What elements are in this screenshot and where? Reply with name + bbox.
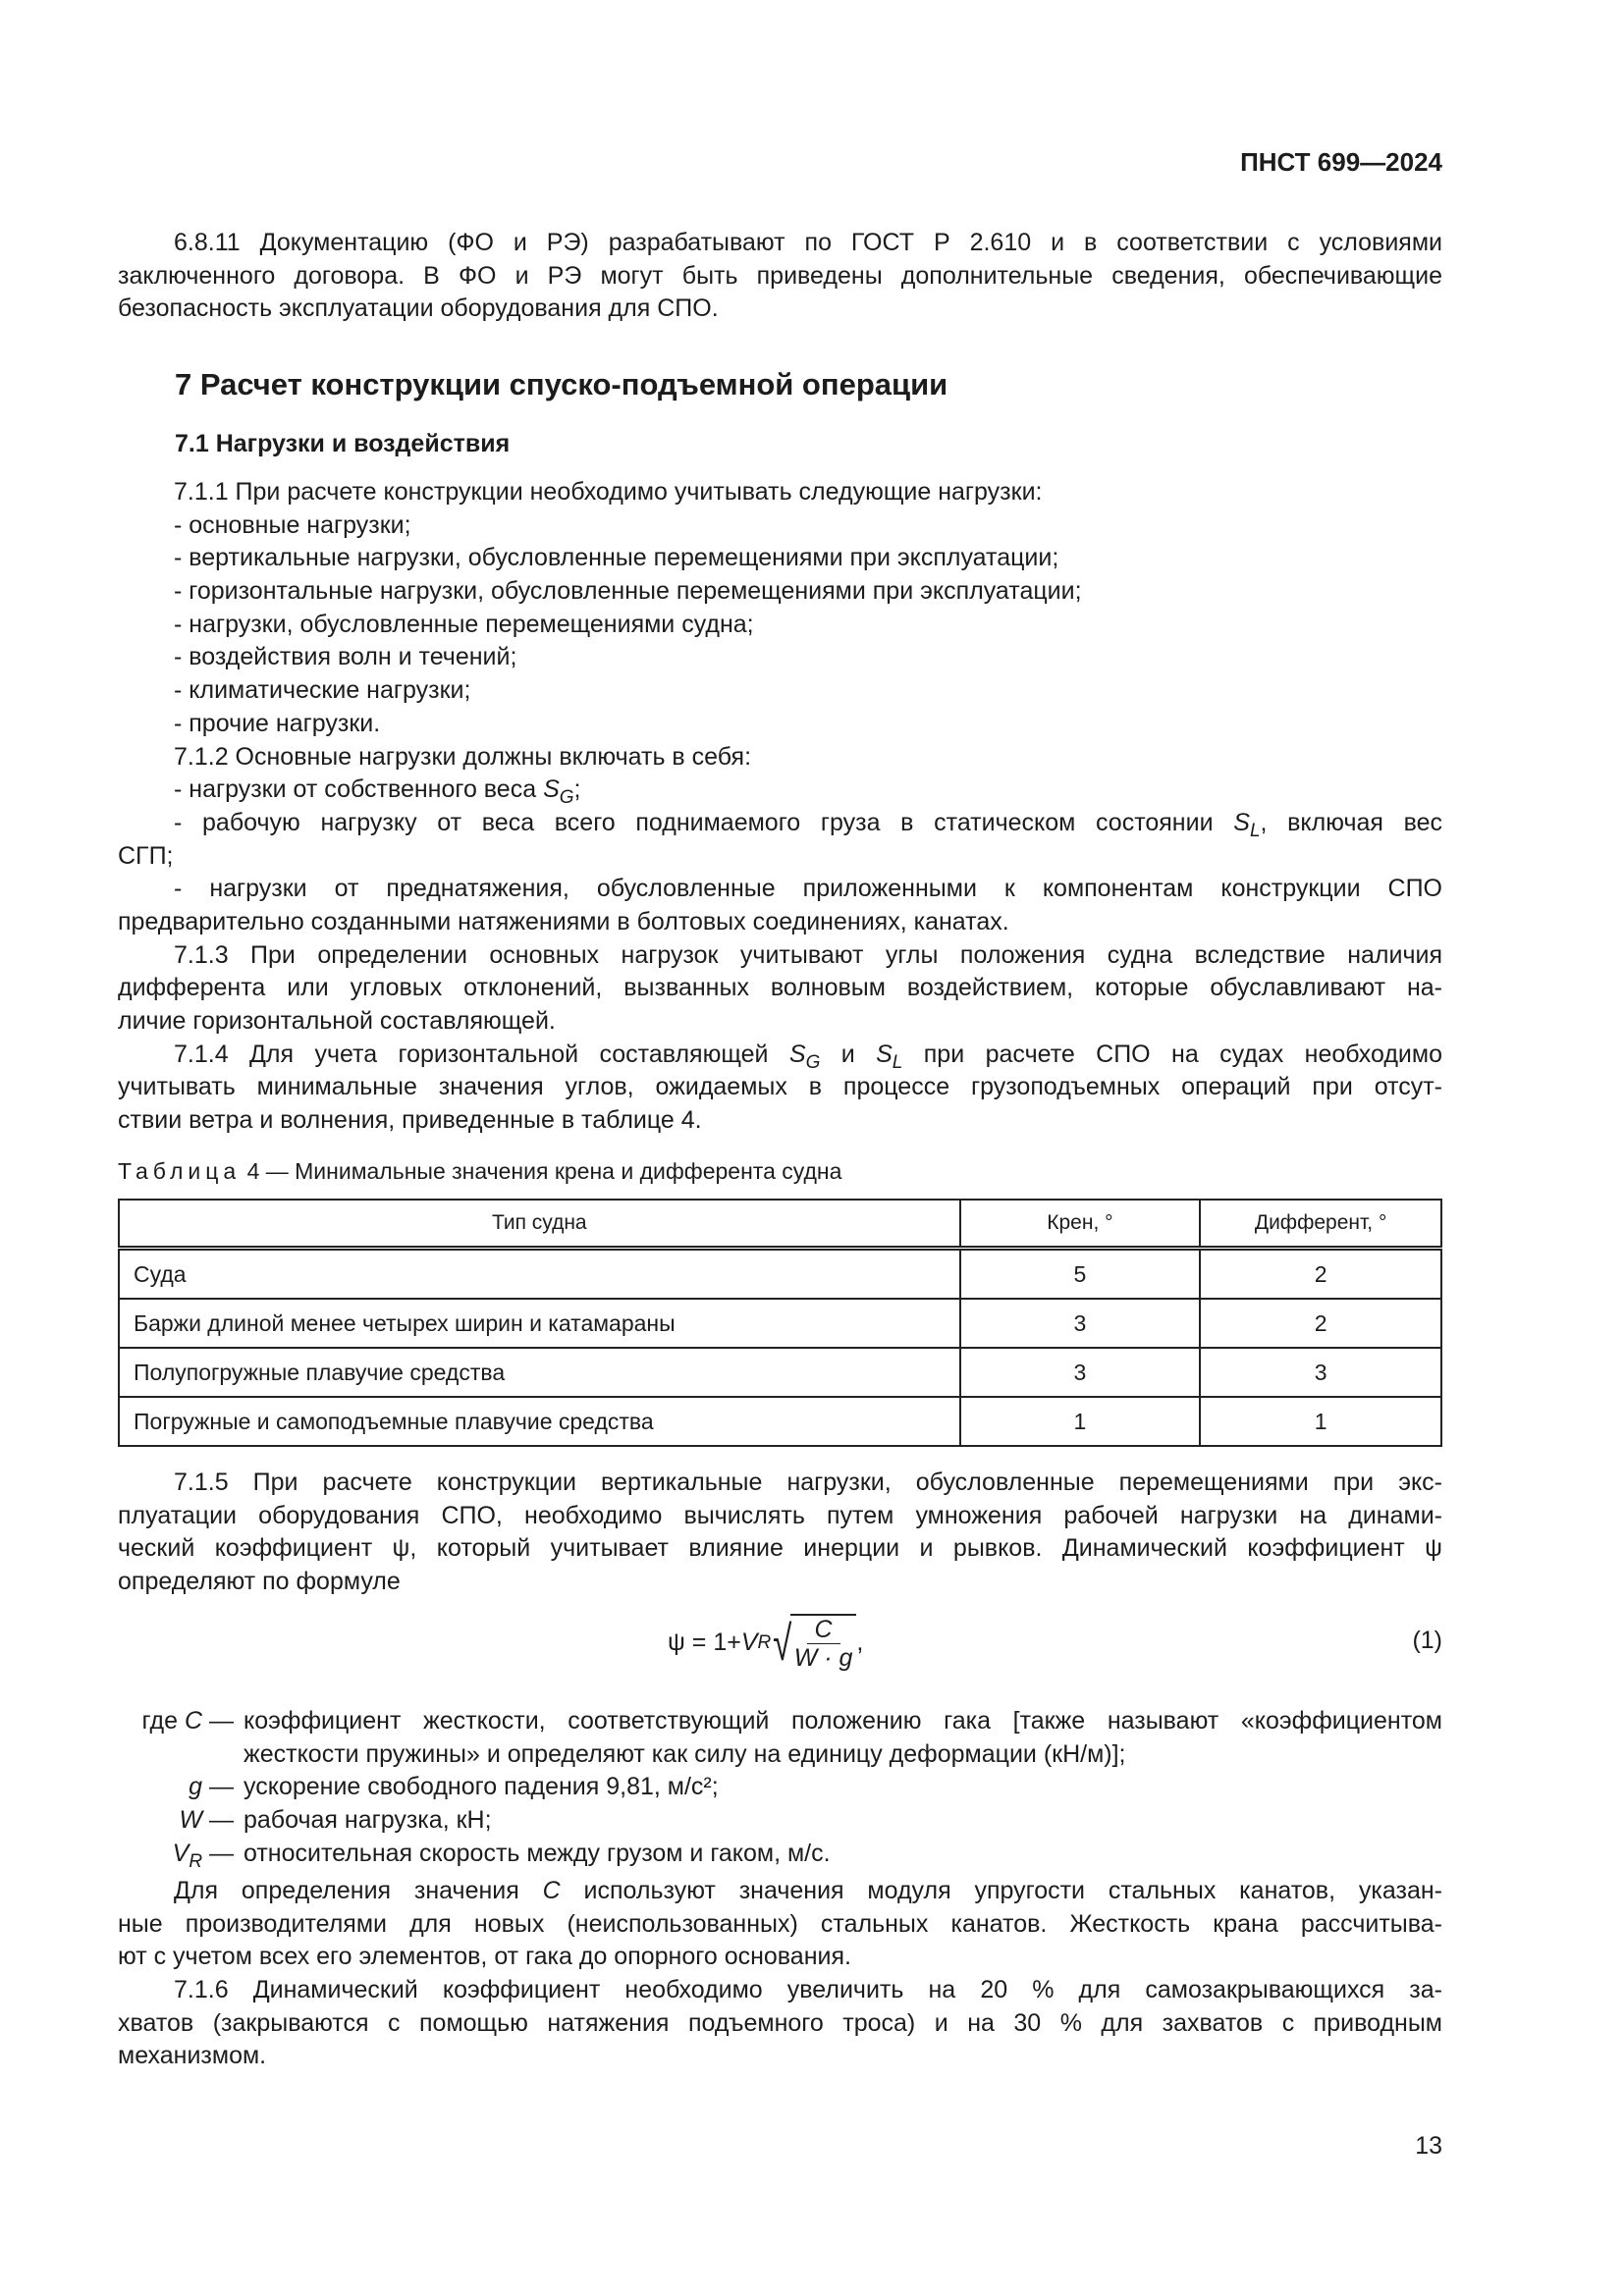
table-caption-prefix: Таблица	[118, 1158, 242, 1184]
math-symbol: S	[1233, 808, 1250, 836]
table-row	[119, 1299, 1441, 1348]
paragraph	[118, 641, 1442, 674]
where-description: коэффициент жесткости, соответствующий положению гака [также называют «коэффициентом жесткости пружины» и определяют как силу на единицу деформации (кН/м)];	[244, 1707, 1442, 1768]
roll-trim-table	[118, 1199, 1442, 1447]
paragraph	[118, 509, 1442, 543]
paragraph	[118, 1974, 1442, 2073]
math-symbol: S	[788, 1040, 806, 1068]
text-line: 7.1.4 Для учета горизонтальной составляющей $S_G$ и $S_L$ при расчете СПО на судах необходимо	[174, 1040, 1442, 1073]
paragraph	[118, 575, 1442, 609]
table-row	[119, 1249, 1441, 1300]
formula-lhs: ψ = 1+	[668, 1629, 741, 1656]
text-line: - рабочую нагрузку от веса всего поднимаемого груза в статическом состоянии $S_L$, включая вес	[174, 808, 1443, 841]
math-subscript: G	[559, 787, 574, 809]
table-caption-text: 4 — Минимальные значения крена и дифферента судна	[241, 1158, 842, 1184]
paragraph	[118, 1039, 1442, 1138]
paragraph	[118, 873, 1442, 938]
where-description: рабочая нагрузка, кН;	[244, 1806, 492, 1835]
text-line: 7.1.6 Динамический коэффициент необходимо увеличить на 20 % для самозакрывающихся за-	[174, 1976, 1442, 2004]
math-subscript: L	[1249, 820, 1261, 841]
where-description: ускорение свободного падения 9,81, м/с²;	[244, 1773, 719, 1801]
text-line: ческий коэффициент ψ, который учитывает влияние инерции и рывков. Динамический коэффициент ψ	[118, 1534, 1442, 1563]
math-subscript: L	[892, 1051, 903, 1073]
math-subscript: G	[805, 1051, 821, 1073]
paragraph	[118, 1875, 1442, 1974]
page-number: 13	[1415, 2132, 1442, 2160]
text-line: СГП;	[118, 841, 174, 870]
subsection-heading: 7.1 Нагрузки и воздействия	[175, 430, 511, 457]
text-line: Для определения значения C используют значения модуля упругости стальных канатов, указан-	[174, 1877, 1442, 1904]
text-line: определяют по формуле	[118, 1568, 401, 1596]
table-row	[119, 1348, 1441, 1397]
formula-tail: ,	[856, 1629, 864, 1656]
paragraph	[118, 774, 1442, 807]
formula-v: V	[740, 1629, 758, 1656]
where-list	[118, 1705, 1442, 1879]
sqrt-icon: √	[773, 1615, 792, 1671]
paragraph	[118, 227, 1442, 326]
text-line: ствии ветра и волнения, приведенные в таблице 4.	[118, 1106, 702, 1135]
paragraph	[118, 708, 1442, 741]
math-symbol: S	[543, 775, 560, 804]
document-code: ПНСТ 699—2024	[1240, 147, 1442, 177]
header-vessel-type: Тип судна	[119, 1200, 960, 1249]
paragraph	[118, 807, 1442, 873]
closing-paragraphs	[118, 1875, 1442, 2073]
cell-vessel-type: Суда	[119, 1249, 960, 1300]
table-caption	[118, 1158, 841, 1185]
text-line: учитывать минимальные значения углов, ожидаемых в процессе грузоподъемных операций при отсут-	[118, 1073, 1442, 1101]
text-line: - воздействия волн и течений;	[174, 643, 517, 671]
text-line: - основные нагрузки;	[174, 510, 411, 539]
text-line: ют с учетом всех его элементов, от гака до опорного основания.	[118, 1943, 851, 1971]
text-line: 7.1.2 Основные нагрузки должны включать в себя:	[174, 742, 752, 771]
text-line: 7.1.3 При определении основных нагрузок учитывают углы положения судна вследствие наличия	[174, 940, 1442, 969]
paragraph	[118, 939, 1442, 1039]
text-line: - горизонтальные нагрузки, обусловленные перемещениями при эксплуатации;	[174, 577, 1082, 606]
formula-v-sub: R	[757, 1631, 772, 1653]
cell-roll: 1	[960, 1397, 1201, 1446]
text-line: - нагрузки от собственного веса $S_G$;	[174, 775, 581, 809]
text-line: дифферента или угловых отклонений, вызванных волновым воздействием, которые обуславливают на-	[118, 974, 1442, 1002]
cell-trim: 2	[1200, 1249, 1441, 1300]
formula-denominator: W · g	[793, 1644, 853, 1672]
paragraph	[118, 1467, 1442, 1599]
text-line: - климатические нагрузки;	[174, 676, 471, 705]
where-symbol: где C —	[141, 1707, 234, 1735]
text-line: личие горизонтальной составляющей.	[118, 1007, 556, 1035]
paragraph	[118, 674, 1442, 708]
paragraph-7-1-5	[118, 1467, 1442, 1599]
cell-vessel-type: Баржи длиной менее четырех ширин и катамараны	[119, 1299, 960, 1348]
where-item	[118, 1705, 1442, 1771]
where-symbol: W —	[179, 1806, 234, 1835]
where-item	[118, 1771, 1442, 1804]
where-symbol: $V_R$ —	[172, 1839, 234, 1872]
cell-vessel-type: Погружные и самоподъемные плавучие средства	[119, 1397, 960, 1446]
math-subscript: R	[189, 1850, 203, 1872]
paragraph-6-8-11	[118, 227, 1442, 326]
text-line: 7.1.5 При расчете конструкции вертикальные нагрузки, обусловленные перемещениями при экс-	[174, 1468, 1442, 1496]
math-symbol: V	[172, 1839, 189, 1867]
text-line: безопасность эксплуатации оборудования для СПО.	[118, 294, 719, 323]
math-symbol: C	[184, 1707, 203, 1735]
text-line: предварительно созданными натяжениями в болтовых соединениях, канатах.	[118, 907, 1009, 935]
paragraph	[118, 609, 1442, 642]
where-item	[118, 1804, 1442, 1838]
equation-number: (1)	[1412, 1627, 1442, 1654]
formula-fraction	[790, 1614, 857, 1672]
table-row	[119, 1397, 1441, 1446]
text-line: - вертикальные нагрузки, обусловленные перемещениями при эксплуатации;	[174, 544, 1059, 572]
text-line: 6.8.11 Документацию (ФО и РЭ) разрабатывают по ГОСТ Р 2.610 и в соответствии с условиями	[174, 229, 1442, 256]
text-line: механизмом.	[118, 2042, 267, 2070]
math-symbol: C	[542, 1877, 561, 1904]
cell-roll: 3	[960, 1348, 1201, 1397]
cell-trim: 2	[1200, 1299, 1441, 1348]
formula-numerator: C	[807, 1616, 840, 1644]
cell-trim: 3	[1200, 1348, 1441, 1397]
paragraph	[118, 542, 1442, 575]
math-symbol: S	[876, 1040, 893, 1068]
header-roll: Крен, °	[960, 1200, 1201, 1249]
where-symbol: g —	[189, 1773, 234, 1801]
table-header-row	[119, 1200, 1441, 1249]
text-line: ные производителями для новых (неиспользованных) стальных канатов. Жесткость крана рассчитыва-	[118, 1909, 1442, 1938]
text-line: хватов (закрываются с помощью натяжения подъемного троса) и на 30 % для захватов с приводным	[118, 2008, 1442, 2037]
cell-roll: 5	[960, 1249, 1201, 1300]
text-line: - нагрузки от преднатяжения, обусловленные приложенными к компонентам конструкции СПО	[174, 875, 1442, 903]
where-item	[118, 1838, 1442, 1879]
paragraph	[118, 476, 1442, 509]
cell-roll: 3	[960, 1299, 1201, 1348]
text-line: - прочие нагрузки.	[174, 709, 381, 737]
text-line: 7.1.1 При расчете конструкции необходимо учитывать следующие нагрузки:	[174, 478, 1043, 506]
section-7-1-text	[118, 476, 1442, 1138]
cell-vessel-type: Полупогружные плавучие средства	[119, 1348, 960, 1397]
text-line: - нагрузки, обусловленные перемещениями судна;	[174, 610, 754, 638]
where-description: относительная скорость между грузом и гаком, м/с.	[244, 1839, 831, 1867]
text-line: плуатации оборудования СПО, необходимо вычислять путем умножения рабочей нагрузки на динами-	[118, 1501, 1442, 1529]
formula-dynamic-coefficient	[668, 1614, 863, 1672]
math-symbol: W	[179, 1806, 203, 1835]
paragraph	[118, 741, 1442, 774]
header-trim: Дифферент, °	[1200, 1200, 1441, 1249]
text-line: заключенного договора. В ФО и РЭ могут быть приведены дополнительные сведения, обеспечивающие	[118, 261, 1442, 290]
section-heading: 7 Расчет конструкции спуско-подъемной операции	[175, 367, 948, 401]
cell-trim: 1	[1200, 1397, 1441, 1446]
math-symbol: g	[189, 1773, 203, 1801]
